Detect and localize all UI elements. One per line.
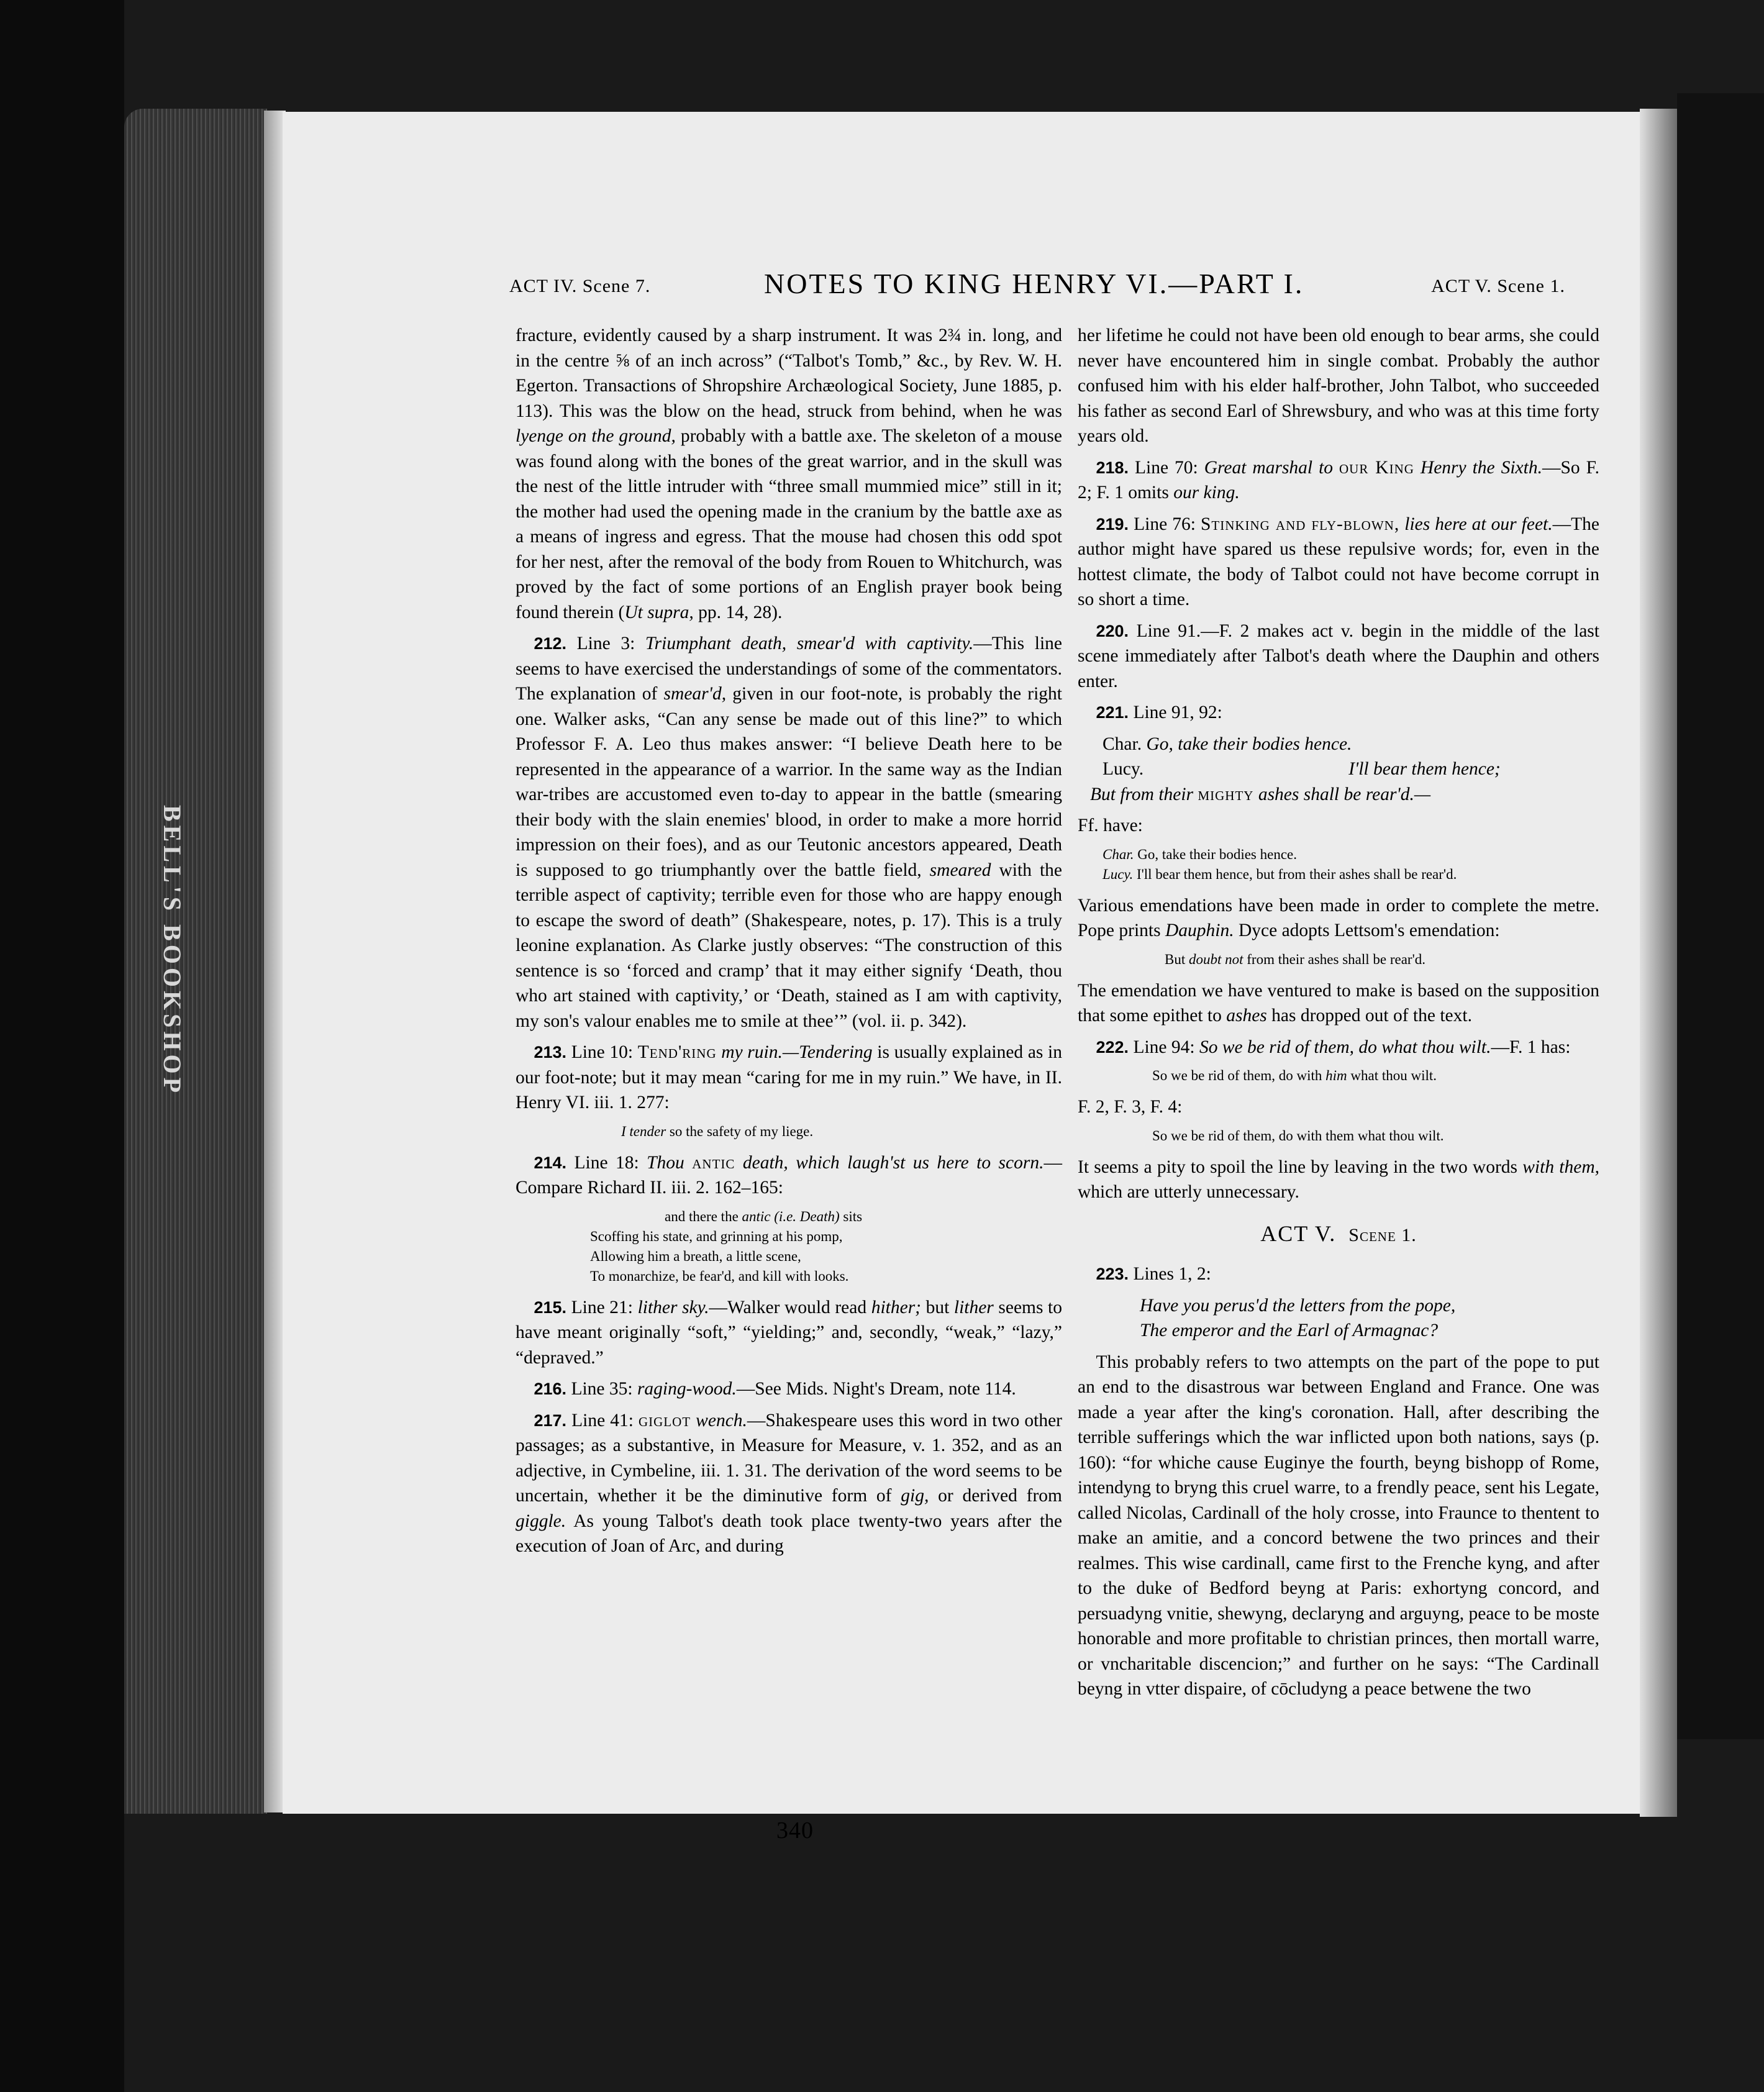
left-column xyxy=(516,323,1062,1565)
note-number: 222. xyxy=(1096,1037,1129,1057)
note-number: 216. xyxy=(534,1380,567,1398)
note-number: 219. xyxy=(1096,514,1129,534)
note-number: 218. xyxy=(1096,458,1129,477)
ff-have: Ff. have: xyxy=(1078,816,1143,835)
note-number: 212. xyxy=(534,634,567,653)
quote-221-folio: Char. Go, take their bodies hence. Lucy. I'll bear them hence, but from their ashes shall be rear'd. xyxy=(1102,846,1457,882)
note-216: 216. Line 35: raging-wood.—See Mids. Night's Dream, note 114. xyxy=(534,1379,1016,1399)
note-221-end: The emendation we have ventured to make is based on the supposition that some epithet to ashes has dropped out of the text. xyxy=(1078,980,1599,1026)
quote-213: I tender so the safety of my liege. xyxy=(621,1123,814,1139)
note-222-continued: It seems a pity to spoil the line by leaving in the two words with them, which are utterly unnecessary. xyxy=(1078,1157,1599,1202)
speech-221: Char. Go, take their bodies hence. Lucy. I'll bear them hence; But from their mighty ashes shall be rear'd.— xyxy=(1090,734,1501,804)
page-right-shadow xyxy=(1640,109,1677,1817)
right-column xyxy=(1078,323,1599,1708)
note-number: 217. xyxy=(534,1411,567,1430)
running-head-title: NOTES TO KING HENRY VI.—PART I. xyxy=(764,268,1304,299)
note-223-body: This probably refers to two attempts on the part of the pope to put an end to the disastrous war between England and France. One was made a year after the king's coronation. Hall, after describing the terrible sufferings which the war inflicted upon both nations, says (p. 160): “for whiche cause Euginye the fourth, beyng bishopp of Rome, intendyng to bryng this cruel warre, to a frendly peace, sent his Legate, called Nicolas, Cardinall of the holy crosse, into Fraunce to thentent to make an amitie, and a concord betwene the two princes and their realmes. This wise cardinall, came first to the Frenche kyng, and after to the duke of Bedford beyng at Paris: exhortyng concord, and persuadyng vnitie, shewyng, declaryng and arguyng, peace to be moste honorable and more profitable to christian princes, then mortall warre, or vncharitable discencion;” and further on he says: “The Cardinall beyng in vtter dispaire, of cōcludyng a peace betwene the two xyxy=(1078,1352,1599,1699)
note-217: 217. Line 41: giglot wench.—Shakespeare uses this word in two other passages; as a substantive, in Measure for Measure, v. 1. 352, and as an adjective, in Cymbeline, iii. 1. 31. The derivation of the word seems to be uncertain, whether it be the diminutive form of gig, or derived from giggle. As young Talbot's death took place twenty-two years after the execution of Joan of Arc, and during xyxy=(516,1410,1063,1556)
spine-label-text: BELL'S BOOKSHOP xyxy=(158,804,186,1096)
running-head xyxy=(509,267,1565,304)
note-223: 223. Lines 1, 2: xyxy=(1096,1264,1211,1284)
note-217-continued: her lifetime he could not have been old enough to bear arms, she could never have encountered him in single combat. Probably the author confused him with his elder half-brother, John Talbot, who succeeded his father as second Earl of Shrewsbury, and who was at this time forty years old. xyxy=(1078,325,1599,446)
note-211-continued: fracture, evidently caused by a sharp instrument. It was 2¾ in. long, and in the centre ⅝ of an inch across” (“Talbot's Tomb,” &c., by Rev. W. H. Egerton. Transactions of Shropshire Archæological Society, June 1885, p. 113). This was the blow on the head, struck from behind, when he was lyenge on the ground, probably with a battle axe. The skeleton of a mouse was found along with the bones of the great warrior, and in the skull was the nest of the little intruder with “three small mummied mice” still in it; the mother had used the opening made in the cranium by the battle axe as a means of ingress and egress. That the mouse had chosen this odd spot for her nest, after the removal of the body from Rouen to Whitchurch, was proved by the fact of some portions of an English prayer book being found therein (Ut supra, pp. 14, 28). xyxy=(516,325,1062,622)
note-219: 219. Line 76: Stinking and fly-blown, lies here at our feet.—The author might have spared us these repulsive words; for, even in the hottest climate, the body of Talbot could not have become corrupt in so short a time. xyxy=(1078,514,1599,609)
running-head-left: ACT IV. Scene 7. xyxy=(509,276,651,296)
note-214: 214. Line 18: Thou antic death, which laugh'st us here to scorn.—Compare Richard II. iii. 2. 162–165: xyxy=(516,1152,1062,1198)
note-218: 218. Line 70: Great marshal to our King Henry the Sixth.—So F. 2; F. 1 omits our king. xyxy=(1078,457,1599,503)
note-221: 221. Line 91, 92: xyxy=(1096,703,1222,722)
note-221-continued: Various emendations have been made in order to complete the metre. Pope prints Dauphin. Dyce adopts Lettsom's emendation: xyxy=(1078,895,1599,940)
scan-background-right xyxy=(1677,93,1764,1739)
note-number: 223. xyxy=(1096,1265,1129,1283)
page-number: 340 xyxy=(776,1817,814,1844)
running-head-right: ACT V. Scene 1. xyxy=(1431,276,1565,296)
quote-221-lettsom: But doubt not from their ashes shall be rear'd. xyxy=(1165,951,1425,967)
note-number: 215. xyxy=(534,1298,567,1317)
note-222: 222. Line 94: So we be rid of them, do what thou wilt.—F. 1 has: xyxy=(1096,1037,1571,1057)
note-number: 221. xyxy=(1096,703,1129,722)
note-213: 213. Line 10: Tend'ring my ruin.—Tendering is usually explained as in our foot-note; but it may mean “caring for me in my ruin.” We have, in II. Henry VI. iii. 1. 277: xyxy=(516,1042,1062,1112)
scan-background xyxy=(0,0,124,2092)
note-number: 214. xyxy=(534,1153,567,1172)
quote-214: and there the antic (i.e. Death) sits Scoffing his state, and grinning at his pomp, Allowing him a breath, a little scene, To monarchize, be fear'd, and kill with looks. xyxy=(590,1208,863,1284)
note-220: 220. Line 91.—F. 2 makes act v. begin in the middle of the last scene immediately after Talbot's death where the Dauphin and others enter. xyxy=(1078,621,1599,691)
note-215: 215. Line 21: lither sky.—Walker would read hither; but lither seems to have meant originally “soft,” “yielding;” and, secondly, “weak,” “lazy,” “depraved.” xyxy=(516,1297,1063,1368)
f2-f3-f4: F. 2, F. 3, F. 4: xyxy=(1078,1097,1183,1117)
quote-222-f1: So we be rid of them, do with him what thou wilt. xyxy=(1152,1068,1437,1083)
book-spine-label xyxy=(144,671,200,1230)
note-number: 213. xyxy=(534,1043,567,1062)
quote-222-f2: So we be rid of them, do with them what thou wilt. xyxy=(1152,1127,1444,1144)
act-v-heading: ACT V. Scene 1. xyxy=(1260,1221,1417,1246)
speech-223: Have you perus'd the letters from the pope, The emperor and the Earl of Armagnac? xyxy=(1140,1295,1456,1340)
note-number: 220. xyxy=(1096,621,1129,640)
note-212: 212. Line 3: Triumphant death, smear'd with captivity.—This line seems to have exercised the understandings of some of the commentators. The explanation of smear'd, given in our foot-note, is probably the right one. Walker asks, “Can any sense be made out of this line?” to which Professor F. A. Leo thus makes answer: “I believe Death here to be represented in the appearance of a warrior. In the same way as the Indian war-tribes are accustomed even to-day to appear in the battle (smearing their body with the slain enemies' blood, in order to make a more horrid impression on their foes), and as our Teutonic ancestors appeared, Death is supposed to go triumphantly over the battle field, smeared with the terrible aspect of captivity; terrible even for those who are happy enough to escape the sword of death” (Shakespeare, notes, p. 17). This is a truly leonine explanation. As Clarke justly observes: “The construction of this sentence is so ‘forced and cramp’ that it may either signify ‘Death, thou who art stained with captivity,’ or ‘Death, stained as I am with captivity, my son's valour enables me to smile at thee’” (vol. ii. p. 342). xyxy=(516,634,1062,1031)
